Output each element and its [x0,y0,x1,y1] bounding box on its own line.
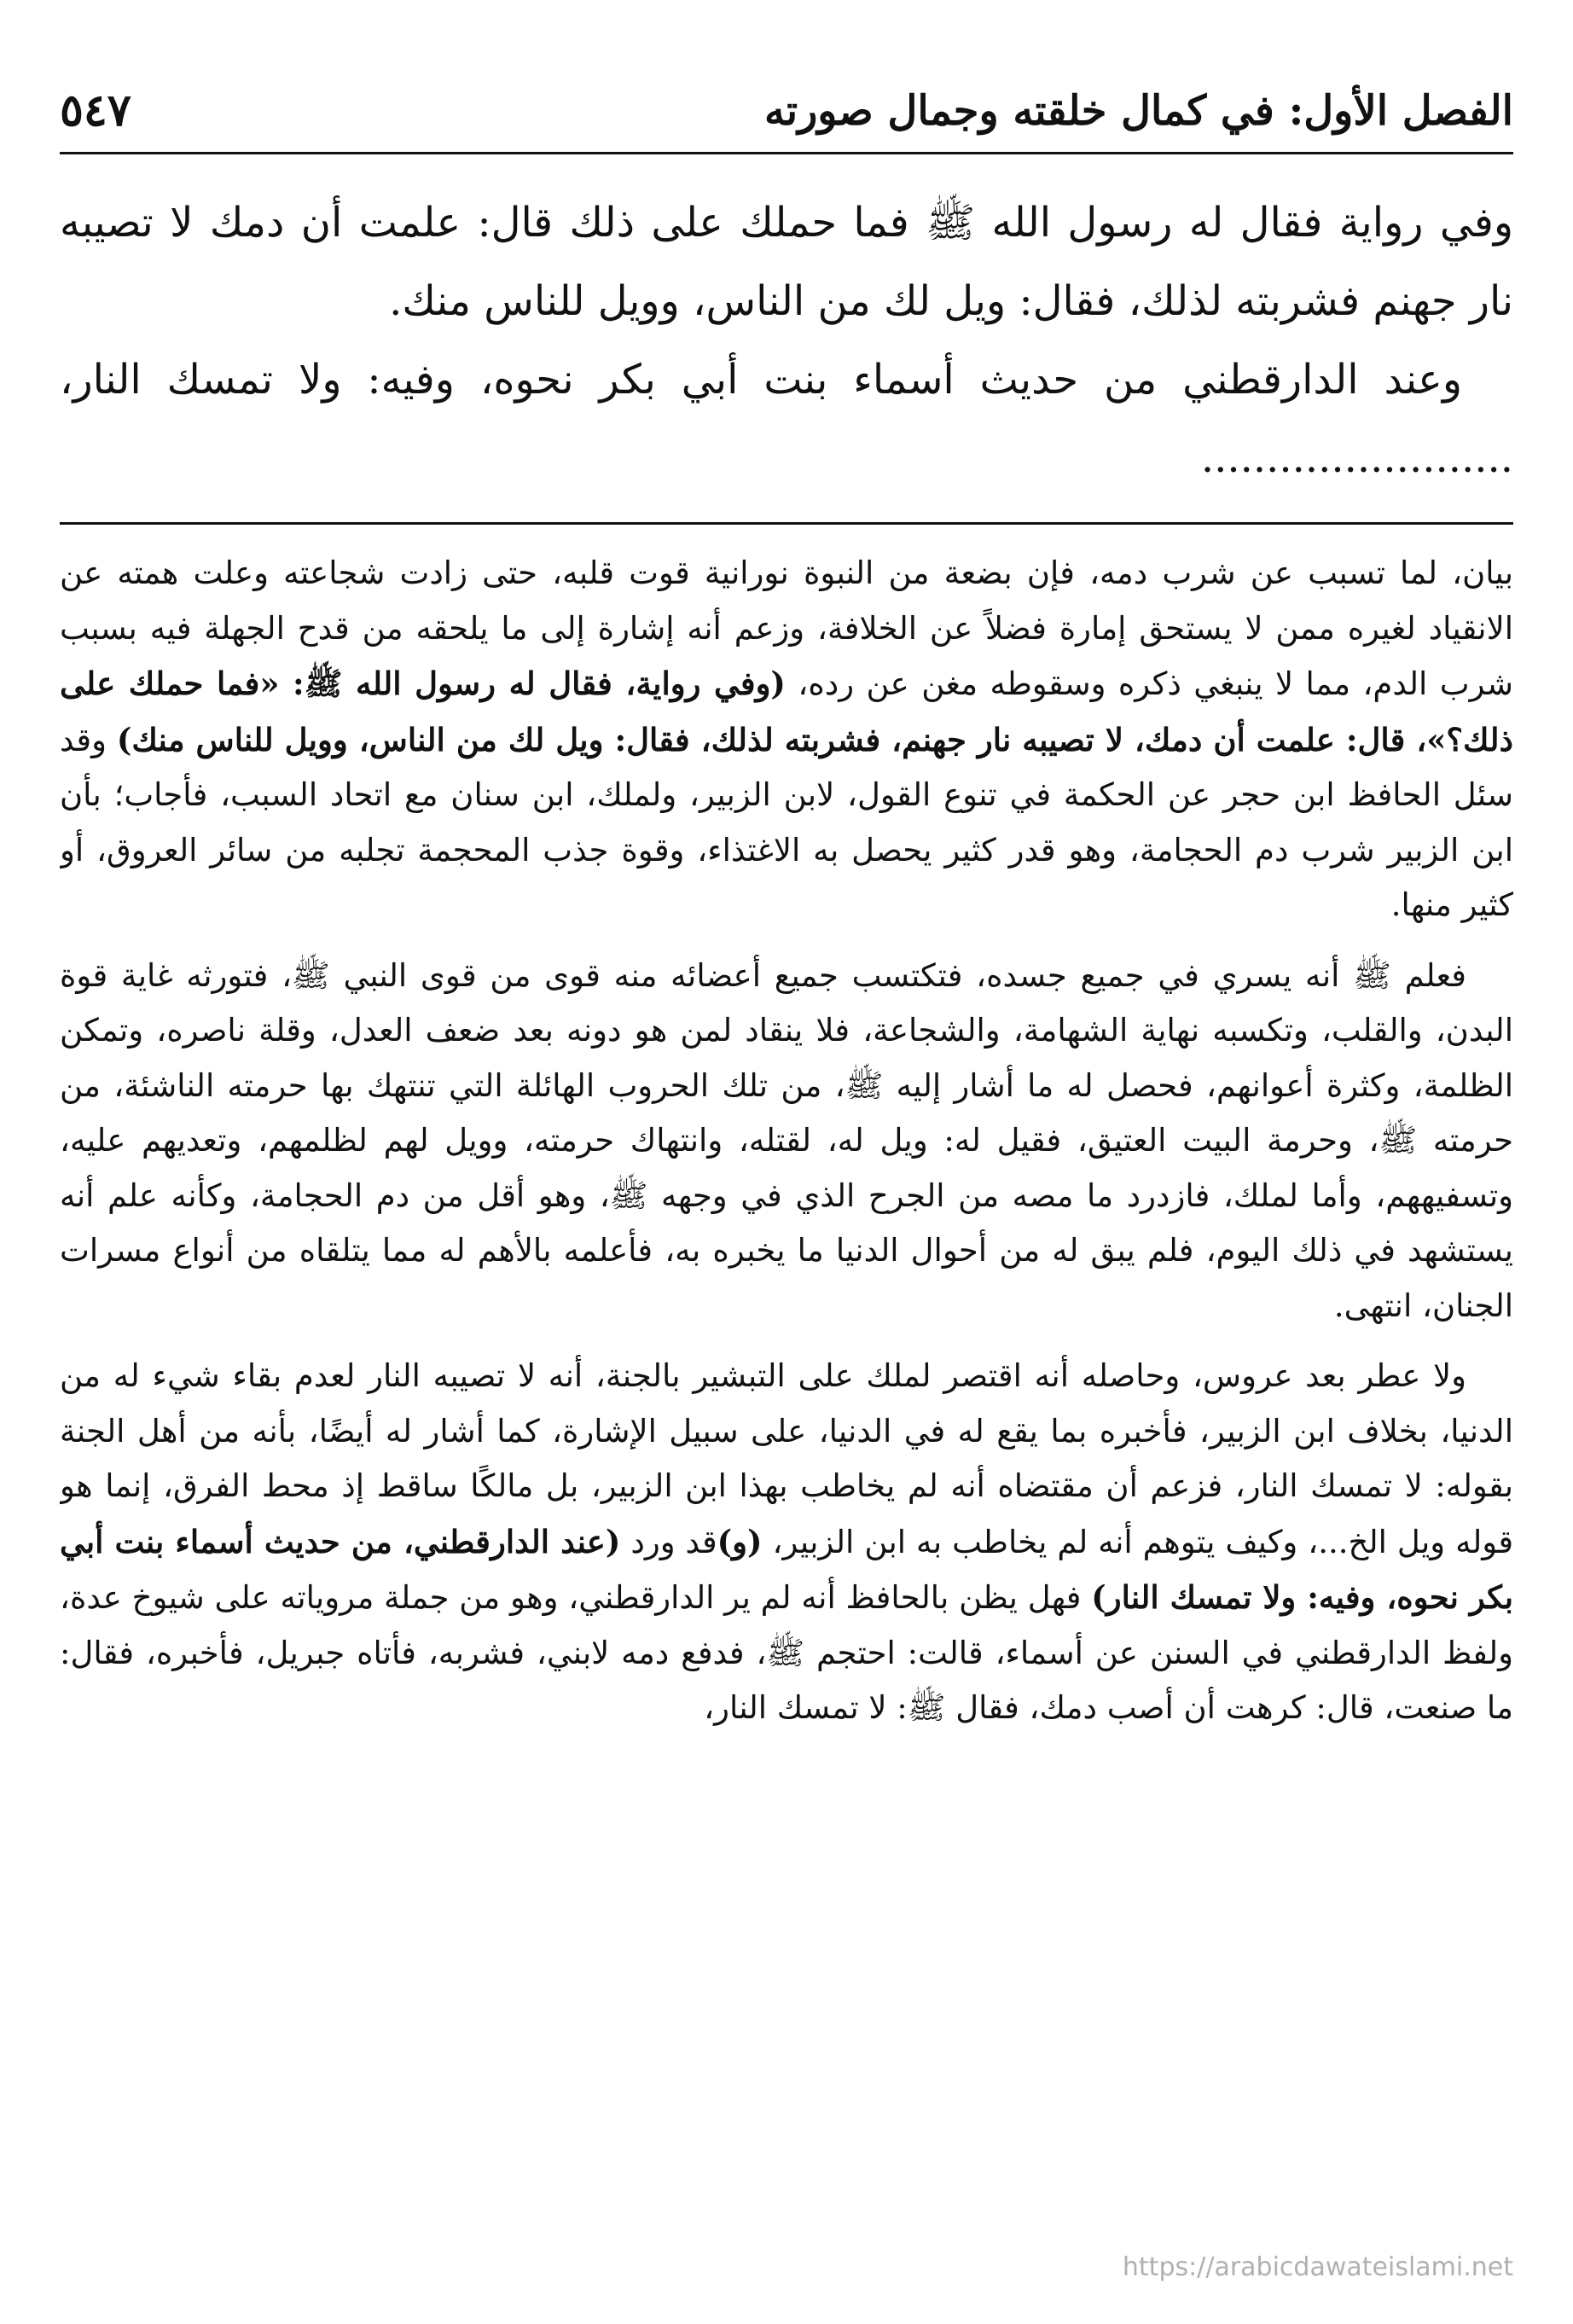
page-header [60,81,1513,149]
matn-paragraph: وفي رواية فقال له رسول الله ﷺ فما حملك على ذلك قال: علمت أن دمك لا تصيبه نار جهنم فشربته لذلك، فقال: ويل لك من الناس، وويل للناس منك. [60,199,1513,325]
commentary-span: قد ورد [620,1523,717,1560]
quoted-matn-bold: (و) [717,1522,763,1560]
chapter-title: الفصل الأول: في كمال خلقته وجمال صورته [763,87,1513,135]
ellipsis-dots: ........................ [1200,434,1513,482]
commentary-paragraph [60,1349,1513,1736]
commentary-paragraph: فعلم ﷺ أنه يسري في جميع جسده، فتكتسب جميع أعضائه منه قوى من قوى النبي ﷺ، فتورثه غاية قوة البدن، والقلب، وتكسبه نهاية الشهامة، والشجاعة، فلا ينقاد لمن هو دونه بعد ضعف العدل، وقلة ناصره، وتمكن الظلمة، وكثرة أعوانهم، فحصل له ما أشار إليه ﷺ، من تلك الحروب الهائلة التي تنتهك بها حرمته الناشئة، من حرمته ﷺ، وحرمة البيت العتيق، فقيل له: ويل له، لقتله، وانتهاك حرمته، وويل لهم لظلمهم، وتعديهم عليه، وتسفيههم، وأما لملك، فازدرد ما مصه من الجرح الذي في وجهه ﷺ، وهو أقل من دم الحجامة، وكأنه علم أنه يستشهد في ذلك اليوم، فلم يبق له من أحوال الدنيا ما يخبره به، فأعلمه بالأهم له مما يتلقاه من أنواع مسرات الجنان، انتهى. [60,956,1513,1324]
matn-text-span: وعند الدارقطني من حديث أسماء بنت أبي بكر نحوه، وفيه: ولا تمسك النار، [60,356,1462,404]
site-watermark: https://arabicdawateislami.net [1122,2252,1513,2282]
commentary-span: وقد سئل الحافظ ابن حجر عن الحكمة في تنوع القول، لابن الزبير، ولملك، ابن سنان مع اتحاد السبب، فأجاب؛ بأن ابن الزبير شرب دم الحجامة، وهو قدر كثير يحصل به الاغتذاء، وقوة جذب المحجمة تجلبه من سائر العروق، أو كثير منها. [60,721,1513,923]
quoted-matn-bold: (عند الدارقطني، من حديث أسماء بنت أبي بكر نحوه، وفيه: ولا تمسك النار) [60,1522,1513,1616]
header-divider [60,152,1513,154]
quoted-matn-bold: (وفي رواية، فقال له رسول الله ﷺ: «فما حملك على ذلك؟»، قال: علمت أن دمك، لا تصيبه نار جهنم، فشربته لذلك، فقال: ويل لك من الناس، وويل للناس منك) [60,665,1513,758]
commentary-text [60,546,1513,2210]
commentary-span: بيان، لما تسبب عن شرب دمه، فإن بضعة من النبوة نورانية قوت قلبه، حتى زادت شجاعته وعلت همته عن الانقياد لغيره ممن لا يستحق إمارة فضلاً عن الخلافة، وزعم أنه إشارة إلى ما يلحقه من قدح الجهلة فيه بسبب شرب الدم، مما لا ينبغي ذكره وسقوطه مغن عن رده، [60,555,1513,702]
page-number: ٥٤٧ [60,84,131,137]
commentary-span: فهل يظن بالحافظ أنه لم ير الدارقطني، وهو من جملة مروياته على شيوخ عدة، ولفظ الدارقطني في السنن عن أسماء، قالت: احتجم ﷺ، فدفع دمه لابني، فشربه، فأتاه جبريل، فأخبره، فقال: ما صنعت، قال: كرهت أن أصب دمك، فقال ﷺ: لا تمسك النار، [60,1579,1513,1726]
commentary-paragraph [60,546,1513,933]
matn-text [60,183,1513,516]
commentary-span: ولا عطر بعد عروس، وحاصله أنه اقتصر لملك على التبشير بالجنة، أنه لا تصيبه النار لعدم بقاء شيء له من الدنيا، بخلاف ابن الزبير، فأخبره بما يقع له في الدنيا، على سبيل الإشارة، كما أشار له أيضًا، بأنه من أهل الجنة بقوله: لا تمسك النار، فزعم أن مقتضاه أنه لم يخاطب بهذا ابن الزبير، بل مالكًا ساقط إذ محط الفرق، إنما هو قوله ويل الخ...، وكيف يتوهم أنه لم يخاطب به ابن الزبير، [60,1357,1513,1560]
matn-paragraph [60,340,1513,497]
matn-divider [60,522,1513,525]
